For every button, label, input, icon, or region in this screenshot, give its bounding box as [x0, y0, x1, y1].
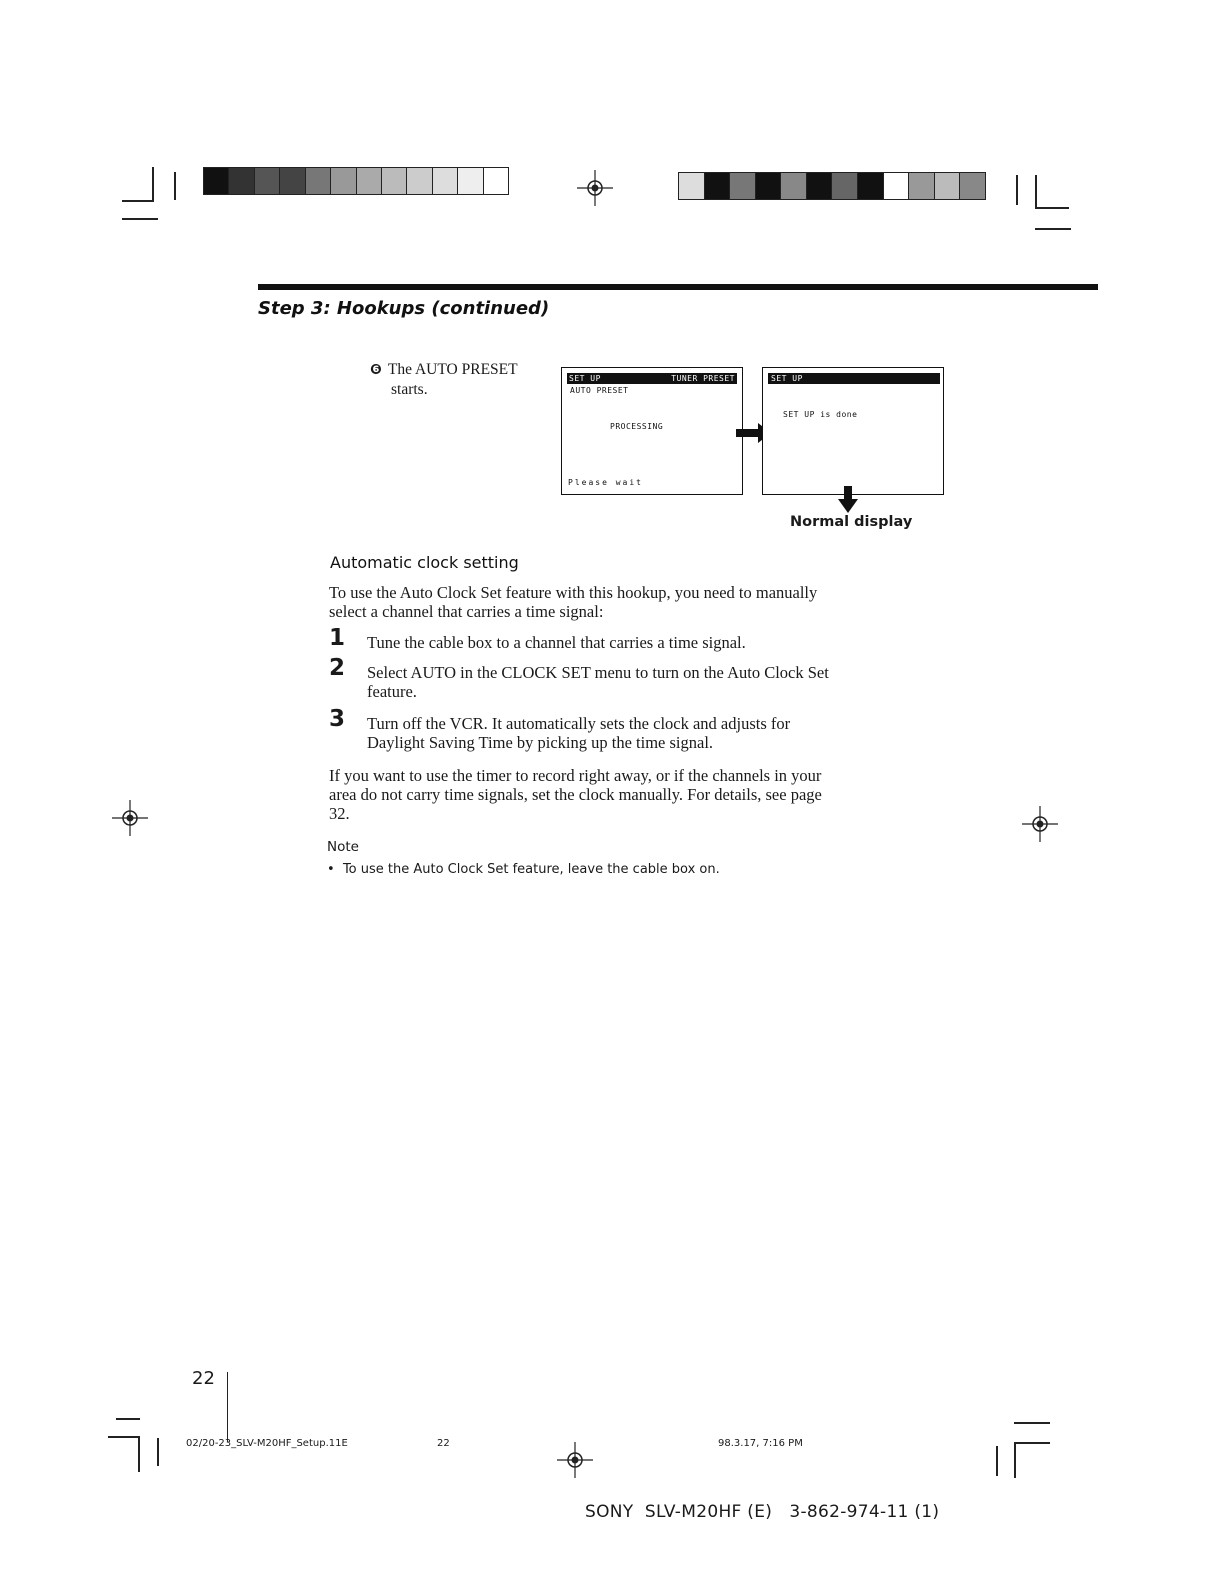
registration-target-icon — [1022, 806, 1058, 842]
note-heading: Note — [327, 839, 359, 855]
density-bar-left — [203, 167, 509, 195]
intro-paragraph: To use the Auto Clock Set feature with this hookup, you need to manually select a channel that carries a time signal: — [329, 583, 818, 621]
footer-file-page: 22 — [437, 1438, 450, 1449]
screen-subtitle: AUTO PRESET — [570, 386, 629, 395]
density-bar-right — [678, 172, 986, 200]
registration-target-icon — [112, 800, 148, 836]
screen-header-bar: SET UP — [768, 373, 940, 384]
footer-timestamp: 98.3.17, 7:16 PM — [718, 1438, 803, 1449]
header-rule — [258, 284, 1098, 290]
footer-model-line: SONY SLV-M20HF (E) 3-862-974-11 (1) — [585, 1502, 940, 1522]
screen-auto-preset — [561, 367, 743, 495]
registration-target-icon — [577, 170, 613, 206]
screen-status: PROCESSING — [610, 422, 664, 431]
registration-target-icon — [557, 1442, 593, 1478]
page-number: 22 — [192, 1368, 215, 1389]
section-heading: Automatic clock setting — [330, 553, 519, 572]
screen-header-bar: SET UP TUNER PRESET — [569, 374, 735, 383]
page-title: Step 3: Hookups (continued) — [258, 298, 550, 319]
screen-status: SET UP is done — [783, 410, 858, 419]
normal-display-caption: Normal display — [790, 514, 913, 530]
arrow-down-icon — [838, 486, 858, 514]
bullet-icon: • — [327, 862, 343, 877]
screen-setup-done — [762, 367, 944, 495]
screen-footer: Please wait — [568, 478, 643, 487]
step-6-icon: ❻ — [370, 362, 382, 378]
outro-paragraph: If you want to use the timer to record right away, or if the channels in your area do not carry time signals, set the clock manually. For details, see page 32. — [329, 766, 822, 823]
preset-step-text: ❻ The AUTO PRESET starts. — [370, 361, 518, 398]
note-item: • To use the Auto Clock Set feature, leave the cable box on. — [327, 862, 720, 877]
footer-file-name: 02/20-23_SLV-M20HF_Setup.11E — [186, 1438, 348, 1449]
